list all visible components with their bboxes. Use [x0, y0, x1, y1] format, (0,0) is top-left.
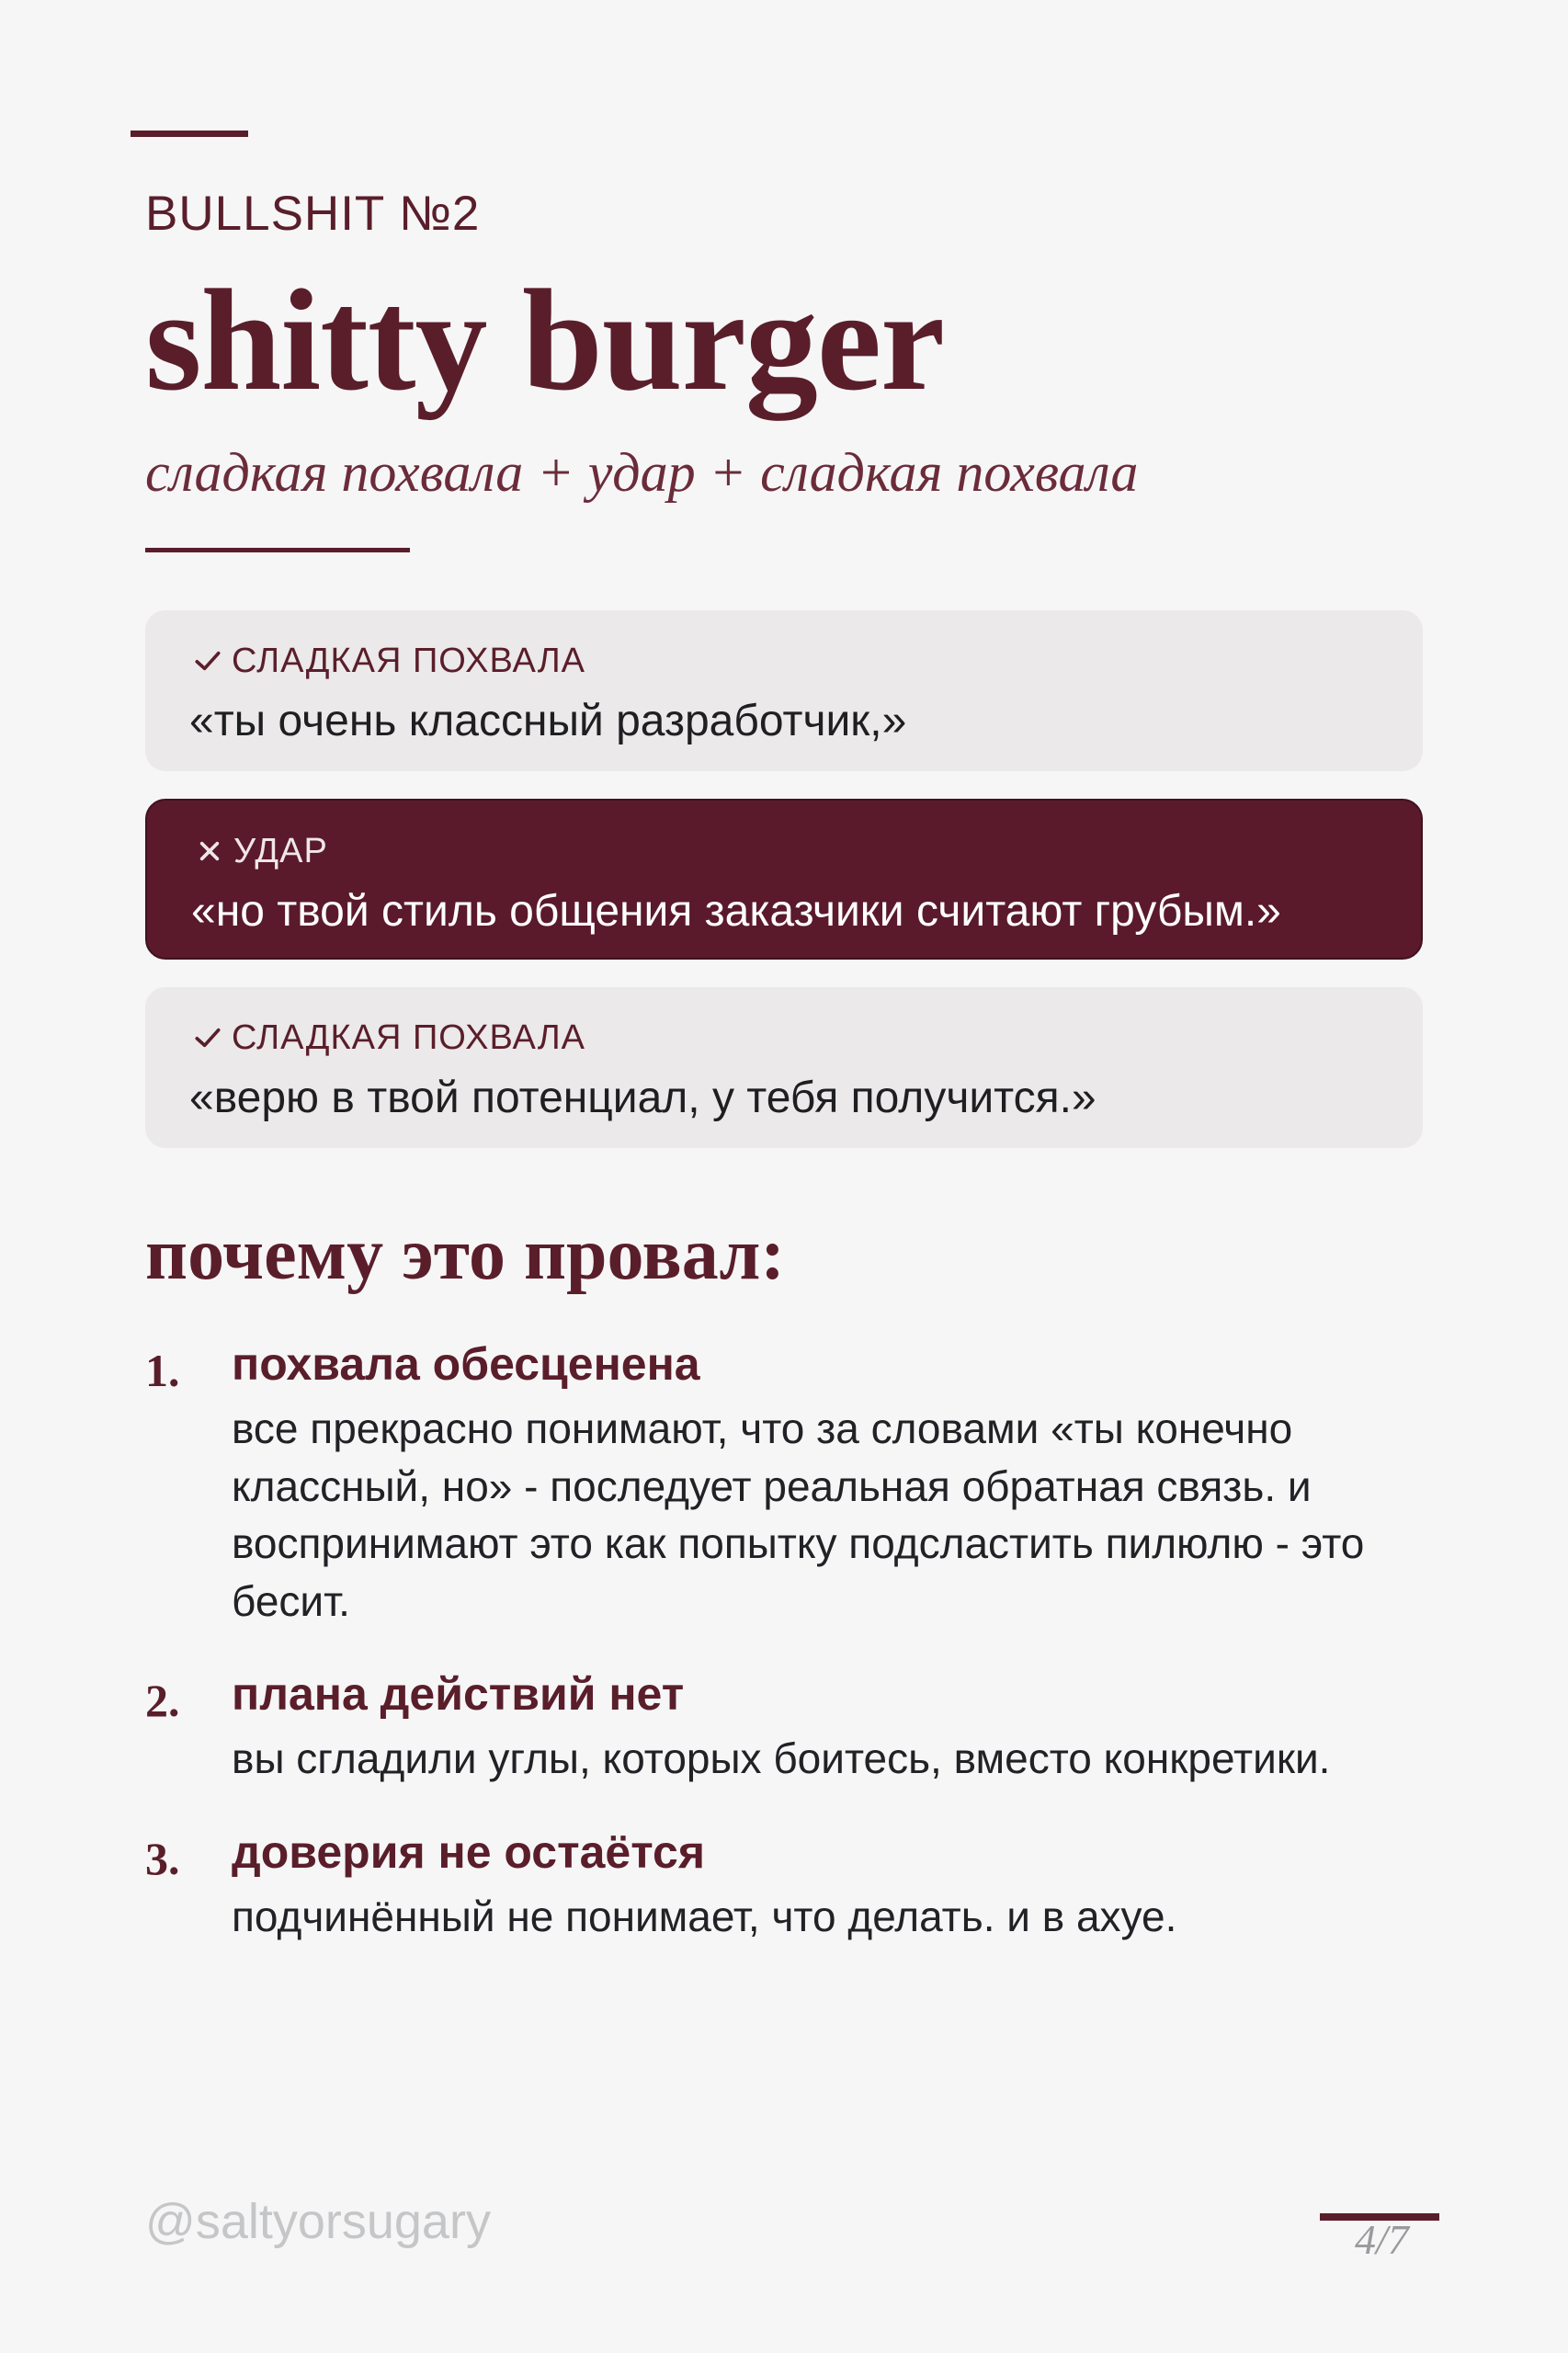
- reasons-list: [145, 1335, 1450, 1980]
- section-title: почему это провал:: [145, 1214, 785, 1295]
- praise-card-bottom: [145, 987, 1423, 1148]
- page-subtitle: сладкая похвала + удар + сладкая похвала: [145, 442, 1139, 503]
- list-item-number: 2.: [145, 1675, 180, 1727]
- page-indicator: [1320, 2206, 1439, 2270]
- list-item-number: 3.: [145, 1832, 180, 1884]
- list-item: [145, 1335, 1450, 1630]
- author-handle: @saltyorsugary: [145, 2194, 491, 2249]
- list-item-title: плана действий нет: [232, 1668, 685, 1721]
- list-item: [145, 1823, 1450, 1946]
- card-label: СЛАДКАЯ ПОХВАЛА: [232, 641, 585, 680]
- card-label: УДАР: [233, 831, 328, 870]
- check-icon: [189, 642, 226, 679]
- top-accent-rule: [131, 131, 248, 137]
- page-number: 4/7: [1355, 2216, 1409, 2263]
- list-item-body: вы сгладили углы, которых боитесь, вместо конкретики.: [232, 1734, 1331, 1783]
- card-label-row: [191, 830, 1377, 872]
- check-icon: [189, 1019, 226, 1056]
- card-quote: «но твой стиль общения заказчики считают грубым.»: [191, 887, 1281, 936]
- list-item-title: похвала обесценена: [232, 1338, 700, 1390]
- card-label-row: [189, 640, 1379, 682]
- card-quote: «верю в твой потенциал, у тебя получится.»: [189, 1074, 1096, 1122]
- cross-icon: [191, 833, 228, 870]
- list-item: [145, 1665, 1450, 1788]
- list-item-body: подчинённый не понимает, что делать. и в ахуе.: [232, 1892, 1177, 1940]
- list-item-number: 1.: [145, 1345, 180, 1396]
- card-label-row: [189, 1017, 1379, 1059]
- praise-card-top: [145, 610, 1423, 771]
- hit-card: [145, 799, 1423, 960]
- list-item-body: все прекрасно понимают, что за словами «ты конечно классный, но» - последует реальная обратная связь. и воспринимают это как попытку подсластить пилюлю - это бесит.: [232, 1404, 1365, 1625]
- card-quote: «ты очень классный разработчик,»: [189, 697, 907, 745]
- card-label: СЛАДКАЯ ПОХВАЛА: [232, 1017, 585, 1057]
- divider: [145, 548, 410, 552]
- eyebrow-label: BULLSHIT №2: [145, 187, 481, 241]
- list-item-title: доверия не остаётся: [232, 1825, 706, 1878]
- page-title: shitty burger: [145, 260, 945, 421]
